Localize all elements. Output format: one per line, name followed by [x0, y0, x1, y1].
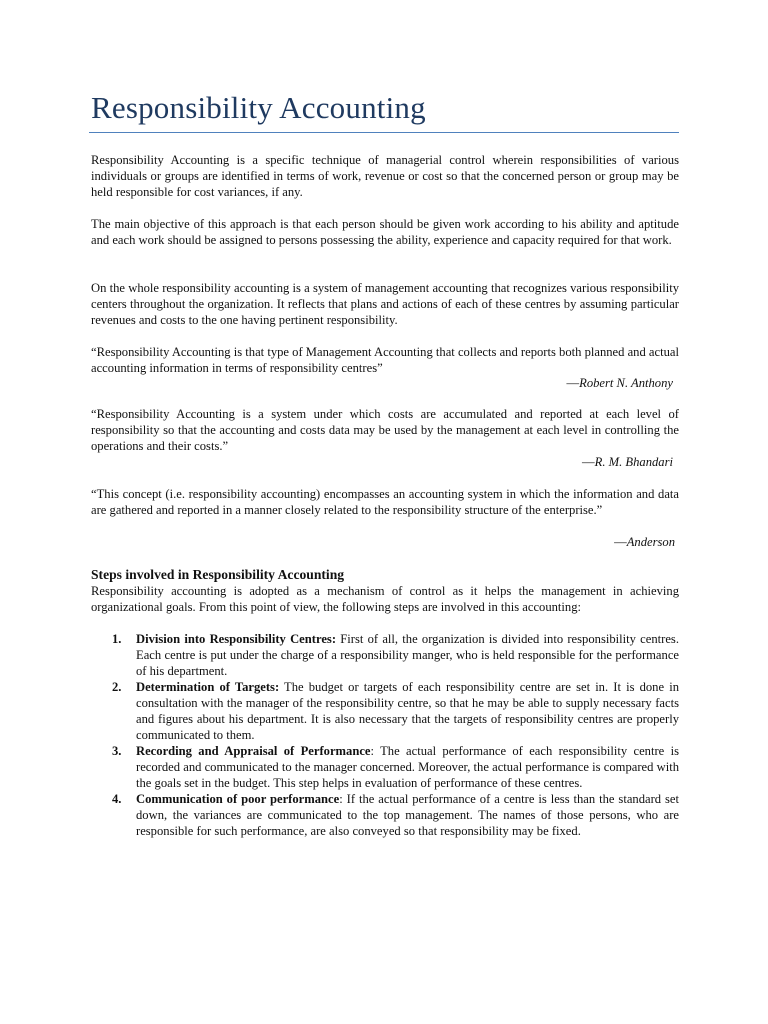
- paragraph-definition: Responsibility Accounting is a specific technique of managerial control wherein responsibilities of various individuals or groups are identified in terms of work, revenue or cost so that the concerned person or group may be held responsible for cost variances, if any.: [91, 153, 679, 199]
- attribution-dash: —: [614, 535, 627, 549]
- quote-anthony: “Responsibility Accounting is that type of Management Accounting that collects and reports both planned and actual accounting information in terms of responsibility centres”: [91, 345, 679, 375]
- list-item: [91, 679, 679, 743]
- section-heading-steps: Steps involved in Responsibility Accounting: [91, 567, 345, 582]
- quote-attribution-anderson: [614, 534, 675, 550]
- attribution-author: R. M. Bhandari: [594, 455, 673, 469]
- list-item-text: : The actual performance of each responsibility centre is recorded and communicated to the manager concerned. Moreover, the actual performance is compared with the goals set in the budget. This step helps in evaluation of performance of these centres.: [136, 744, 679, 790]
- list-item-label: Determination of Targets:: [136, 680, 280, 694]
- list-item-number: 3.: [112, 744, 122, 758]
- list-item-label: Communication of poor performance: [136, 792, 340, 806]
- title-divider: [89, 132, 679, 133]
- quote-bhandari: “Responsibility Accounting is a system under which costs are accumulated and reported at each level of responsibility so that the accounting and costs data may be used by the management at each level in controlling the operations and their costs.”: [91, 407, 679, 453]
- list-item: [91, 791, 679, 839]
- paragraph-steps-intro: Responsibility accounting is adopted as a mechanism of control as it helps the management in achieving organizational goals. From this point of view, the following steps are involved in this accounting:: [91, 584, 679, 614]
- list-item-number: 1.: [112, 632, 122, 646]
- list-item-text: The budget or targets of each responsibility centre are set in. It is done in consultation with the manager of the responsibility centre, so that he may be able to supply necessary facts and figures about his department. It is also necessary that the targets of responsibility centres are properly communicated to them.: [136, 680, 679, 742]
- list-item-label: Recording and Appraisal of Performance: [136, 744, 371, 758]
- attribution-author: Robert N. Anthony: [579, 376, 673, 390]
- paragraph-system: On the whole responsibility accounting is a system of management accounting that recognizes various responsibility centers throughout the organization. It reflects that plans and actions of each of these centres by assuming particular revenues and costs to the one having pertinent responsibility.: [91, 281, 679, 327]
- list-item: [91, 631, 679, 679]
- list-item-text: First of all, the organization is divided into responsibility centres. Each centre is put under the charge of a responsibility manger, who is held responsible for the performance of his department.: [136, 632, 679, 678]
- list-item-number: 4.: [112, 792, 122, 806]
- quote-attribution-bhandari: [582, 454, 673, 470]
- list-item-number: 2.: [112, 680, 122, 694]
- attribution-dash: —: [566, 376, 580, 390]
- steps-list: [91, 631, 679, 839]
- list-item-text: : If the actual performance of a centre is less than the standard set down, the variances are communicated to the top management. The names of those persons, who are responsible for such performance, are also conveyed so that responsibility may be fixed.: [136, 792, 679, 838]
- paragraph-objective: The main objective of this approach is that each person should be given work according to his ability and aptitude and each work should be assigned to persons possessing the ability, experience and capacity required for that work.: [91, 217, 679, 247]
- attribution-dash: —: [582, 455, 595, 469]
- list-item-label: Division into Responsibility Centres:: [136, 632, 337, 646]
- page-title: Responsibility Accounting: [91, 90, 426, 125]
- attribution-author: Anderson: [626, 535, 675, 549]
- quote-attribution-anthony: [567, 375, 673, 391]
- list-item: [91, 743, 679, 791]
- quote-anderson: “This concept (i.e. responsibility accounting) encompasses an accounting system in which the information and data are gathered and reported in a manner closely related to the responsibility structure of the enterprise.”: [91, 487, 679, 517]
